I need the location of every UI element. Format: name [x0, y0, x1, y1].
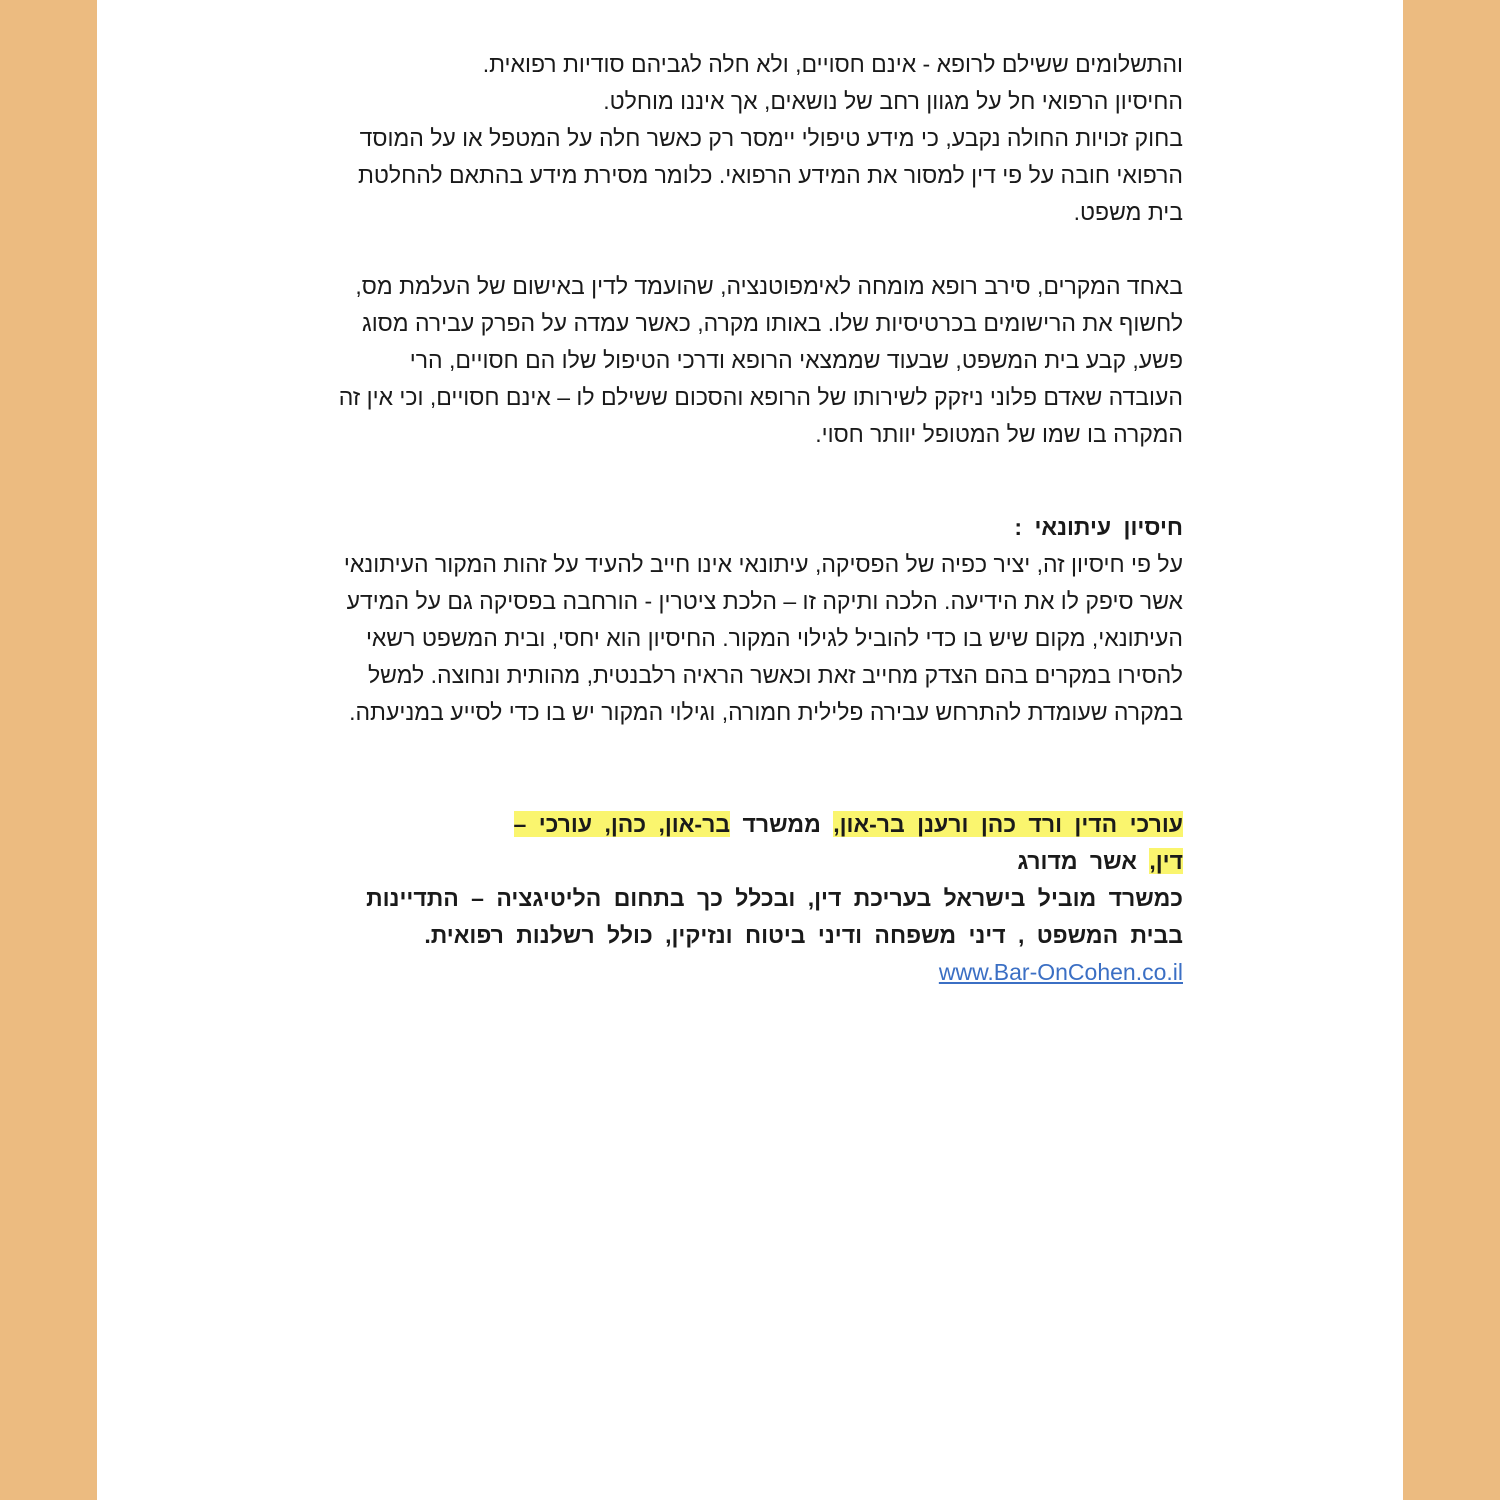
text-line: על פי חיסיון זה, יציר כפיה של הפסיקה, עיתונאי אינו חייב להעיד על זהות המקור העיתונאי [343, 551, 1183, 577]
journalist-privilege-section [344, 509, 1183, 731]
firm-line [366, 843, 1183, 880]
section-heading: חיסיון עיתונאי : [1014, 514, 1183, 540]
firm-line: כמשרד מוביל בישראל בעריכת דין, ובכלל כך בתחום הליטיגציה – התדיינות [366, 885, 1183, 911]
firm-line [366, 806, 1183, 843]
highlighted-lawyer-names: עורכי הדין ורד כהן ורענן בר-און, [833, 811, 1183, 837]
website-line [366, 954, 1183, 991]
text-line: באחד המקרים, סירב רופא מומחה לאימפוטנציה, שהועמד לדין באישום של העלמת מס, [355, 273, 1183, 299]
text-line: המקרה בו שמו של המטופל יוותר חסוי. [815, 421, 1183, 447]
highlighted-firm-name: דין, [1149, 848, 1183, 874]
text-line: בחוק זכויות החולה נקבע, כי מידע טיפולי יימסר רק כאשר חלה על המטפל או על המוסד [359, 125, 1183, 151]
text-line: אשר סיפק לו את הידיעה. הלכה ותיקה זו – הלכת ציטרין - הורחבה בפסיקה גם על המידע [346, 588, 1183, 614]
firm-line: בבית המשפט , דיני משפחה ודיני ביטוח ונזיקין, כולל רשלנות רפואית. [424, 922, 1183, 948]
highlighted-firm-name: בר-און, כהן, עורכי – [513, 811, 731, 837]
text-line: הרפואי חובה על פי דין למסור את המידע הרפואי. כלומר מסירת מידע בהתאם להחלטת [358, 162, 1183, 188]
text-line: לחשוף את הרישומים בכרטיסיות שלו. באותו מקרה, כאשר עמדה על הפרק עבירה מסוג [361, 310, 1183, 336]
case-example-paragraph [339, 268, 1183, 453]
firm-text: ממשרד [730, 811, 834, 837]
text-line: העיתונאי, מקום שיש בו כדי להוביל לגילוי המקור. החיסיון הוא יחסי, ובית המשפט רשאי [365, 625, 1183, 651]
law-firm-signature [366, 806, 1183, 991]
text-line: להסירו במקרים בהם הצדק מחייב זאת וכאשר הראיה רלבנטית, מהותית ונחוצה. למשל [367, 662, 1183, 688]
text-line: והתשלומים ששילם לרופא - אינם חסויים, ולא חלה לגביהם סודיות רפואית. [482, 51, 1183, 77]
firm-text: אשר מדורג [1017, 848, 1150, 874]
website-link[interactable]: www.Bar-OnCohen.co.il [938, 959, 1183, 985]
text-line: העובדה שאדם פלוני ניזקק לשירותו של הרופא והסכום ששילם לו – אינם חסויים, וכי אין זה [338, 384, 1183, 410]
medical-privilege-paragraph [358, 46, 1183, 231]
text-line: בית משפט. [1073, 199, 1183, 225]
text-line: החיסיון הרפואי חל על מגוון רחב של נושאים, אך איננו מוחלט. [603, 88, 1183, 114]
text-line: במקרה שעומדת להתרחש עבירה פלילית חמורה, וגילוי המקור יש בו כדי לסייע במניעתה. [349, 699, 1183, 725]
text-line: פשע, קבע בית המשפט, שבעוד שממצאי הרופא ודרכי הטיפול שלו הם חסויים, הרי [409, 347, 1183, 373]
document-page [97, 0, 1403, 1500]
